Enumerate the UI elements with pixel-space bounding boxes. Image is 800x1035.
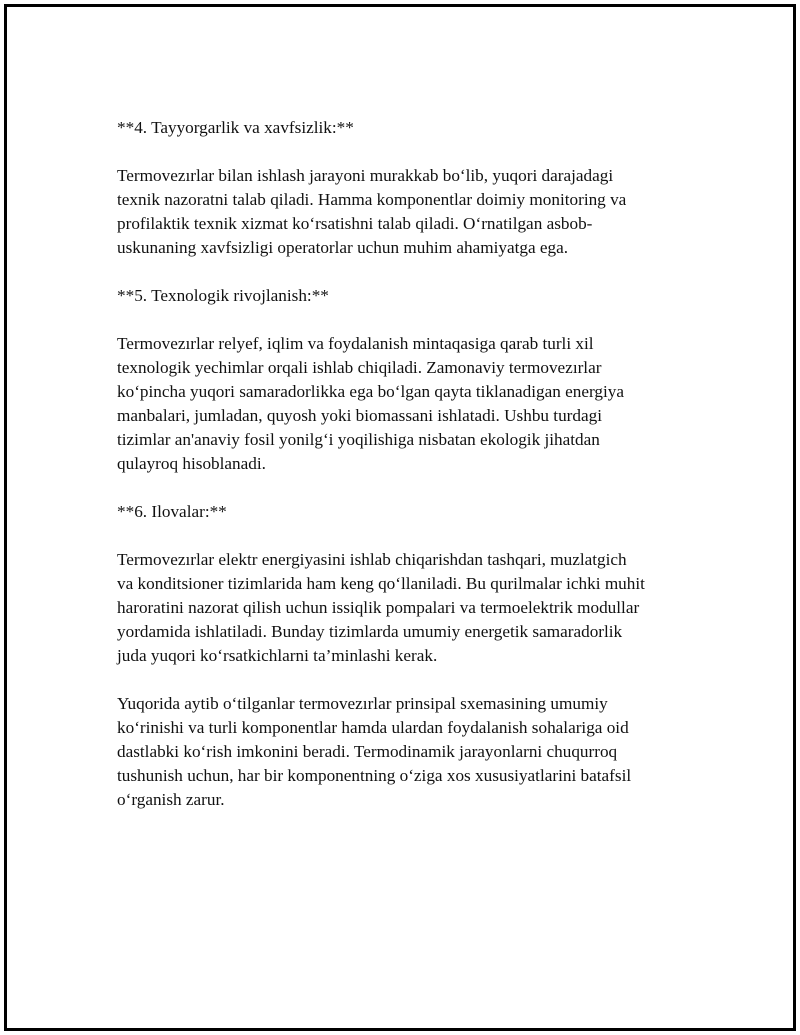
paragraph-line: texnologik yechimlar orqali ishlab chiqiladi. Zamonaviy termovezırlar: [117, 358, 602, 377]
paragraph-line: qulayroq hisoblanadi.: [117, 454, 266, 473]
section-heading-preparation-safety: [117, 116, 697, 140]
section-heading-technological-development: [117, 284, 697, 308]
paragraph-line: dastlabki ko‘rish imkonini beradi. Termodinamik jarayonlarni chuqurroq: [117, 742, 618, 761]
paragraph-conclusion: [117, 692, 697, 812]
paragraph-applications: [117, 548, 697, 668]
paragraph-line: ko‘rinishi va turli komponentlar hamda ulardan foydalanish sohalariga oid: [117, 718, 629, 737]
paragraph-line: ko‘pincha yuqori samaradorlikka ega bo‘lgan qayta tiklanadigan energiya: [117, 382, 625, 401]
paragraph-line: juda yuqori ko‘rsatkichlarni ta’minlashi kerak.: [117, 646, 438, 665]
paragraph-line: yordamida ishlatiladi. Bunday tizimlarda umumiy energetik samaradorlik: [117, 622, 623, 641]
document-body: [117, 116, 697, 836]
paragraph-line: uskunaning xavfsizligi operatorlar uchun muhim ahamiyatga ega.: [117, 238, 569, 257]
heading-line: **5. Texnologik rivojlanish:**: [117, 286, 329, 305]
paragraph-line: Termovezırlar bilan ishlash jarayoni murakkab bo‘lib, yuqori darajadagi: [117, 166, 614, 185]
section-heading-applications: [117, 500, 697, 524]
paragraph-line: tushunish uchun, har bir komponentning o‘ziga xos xususiyatlarini batafsil: [117, 766, 632, 785]
heading-line: **4. Tayyorgarlik va xavfsizlik:**: [117, 118, 354, 137]
paragraph-line: haroratini nazorat qilish uchun issiqlik pompalari va termoelektrik modullar: [117, 598, 640, 617]
paragraph-preparation-safety: [117, 164, 697, 260]
paragraph-line: Yuqorida aytib o‘tilganlar termovezırlar prinsipal sxemasining umumiy: [117, 694, 608, 713]
paragraph-line: o‘rganish zarur.: [117, 790, 225, 809]
paragraph-line: Termovezırlar elektr energiyasini ishlab chiqarishdan tashqari, muzlatgich: [117, 550, 627, 569]
paragraph-line: tizimlar an'anaviy fosil yonilg‘i yoqilishiga nisbatan ekologik jihatdan: [117, 430, 600, 449]
paragraph-line: Termovezırlar relyef, iqlim va foydalanish mintaqasiga qarab turli xil: [117, 334, 594, 353]
paragraph-line: manbalari, jumladan, quyosh yoki biomassani ishlatadi. Ushbu turdagi: [117, 406, 602, 425]
paragraph-line: profilaktik texnik xizmat ko‘rsatishni talab qiladi. O‘rnatilgan asbob-: [117, 214, 593, 233]
paragraph-line: va konditsioner tizimlarida ham keng qo‘llaniladi. Bu qurilmalar ichki muhit: [117, 574, 645, 593]
paragraph-technological-development: [117, 332, 697, 476]
heading-line: **6. Ilovalar:**: [117, 502, 227, 521]
paragraph-line: texnik nazoratni talab qiladi. Hamma komponentlar doimiy monitoring va: [117, 190, 627, 209]
